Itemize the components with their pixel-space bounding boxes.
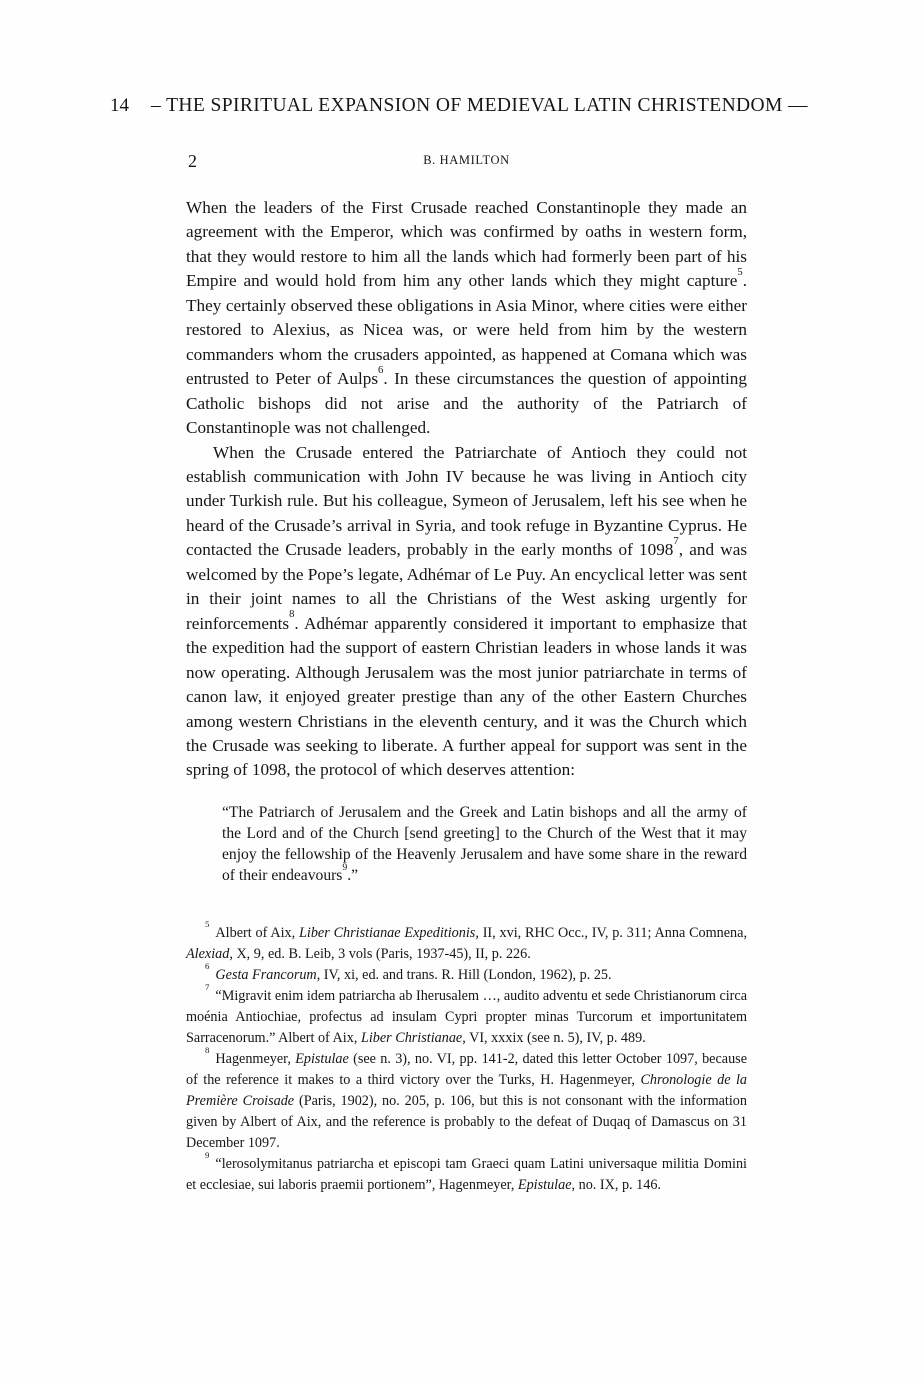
footnote-reference: 9: [342, 861, 348, 873]
footnote-reference: 5: [737, 266, 743, 278]
text-column: [186, 196, 747, 1196]
footnote-reference: 8: [289, 609, 295, 621]
footnote: $^7$“Migravit enim idem patriarcha ab Iherusalem …, audito adventu et sede Christianorum circa moénia Antiochiae, profectus ad insulam Cypri propter minas Turcorum et importunitatem Sarracenorum.” Albert of Aix, Liber Christianae, VI, xxxix (see n. 5), IV, p. 489.: [186, 982, 747, 1046]
footnote: $^9$“lerosolymitanus patriarcha et episcopi tam Graeci quam Latini universaque militia Domini et ecclesiae, sui laboris praemii portionem”, Hagenmeyer, Epistulae, no. IX, p. 146.: [186, 1150, 747, 1193]
footnotes-section: [186, 919, 747, 1196]
italic-title: Gesta Francorum: [215, 966, 317, 983]
footnote-reference: 7: [673, 535, 679, 547]
italic-title: Epistulae: [517, 1176, 572, 1193]
block-quote: “The Patriarch of Jerusalem and the Greek and Latin bishops and all the army of the Lord and of the Church [send greeting] to the Church of the West that it may enjoy the fellowship of the Heavenly Jerusalem and have some share in the reward of their endeavours$^9$.”: [222, 803, 747, 885]
footnote: $^5$Albert of Aix, Liber Christianae Expeditionis, II, xvi, RHC Occ., IV, p. 311; Anna Comnena, Alexiad, X, 9, ed. B. Leib, 3 vols (Paris, 1937-45), II, p. 226.: [186, 919, 747, 962]
footnote-number: 5: [205, 919, 210, 929]
italic-title: Chronologie de la Première Croisade: [186, 1071, 747, 1109]
body-paragraphs: [186, 196, 747, 783]
footnote-number: 6: [205, 961, 210, 971]
body-paragraph: When the Crusade entered the Patriarchate of Antioch they could not establish communication with John IV because he was living in Antioch city under Turkish rule. But his colleague, Symeon of Jerusalem, left his see when he heard of the Crusade’s arrival in Syria, and took refuge in Byzantine Cyprus. He contacted the Crusade leaders, probably in the early months of 1098$^7$, and was welcomed by the Pope’s legate, Adhémar of Le Puy. An encyclical letter was sent in their joint names to all the Christians of the West asking urgently for reinforcements$^8$. Adhémar apparently considered it important to emphasize that the expedition had the support of eastern Christian leaders in whose lands it was now operating. Although Jerusalem was the most junior patriarchate in terms of canon law, it enjoyed greater prestige than any of the other Eastern Churches among western Christians in the eleventh century, and it was the Church which the Crusade was seeking to liberate. A further appeal for support was sent in the spring of 1098, the protocol of which deserves attention:: [186, 442, 748, 780]
italic-title: Liber Christianae Expeditionis: [299, 924, 476, 941]
italic-title: Epistulae: [295, 1050, 349, 1067]
book-title: – THE SPIRITUAL EXPANSION OF MEDIEVAL LATIN CHRISTENDOM —: [151, 95, 808, 116]
book-header: [110, 95, 850, 117]
footnote-number: 8: [205, 1045, 210, 1055]
footnote: $^6$Gesta Francorum, IV, xi, ed. and trans. R. Hill (London, 1962), p. 25.: [205, 961, 612, 983]
footnote-number: 9: [205, 1150, 210, 1160]
italic-title: Alexiad: [186, 945, 230, 962]
body-paragraph: When the leaders of the First Crusade reached Constantinople they made an agreement with the Emperor, which was confirmed by oaths in western form, that they would restore to him all the lands which had formerly been part of his Empire and would hold from him any other lands which they might capture$^5$. They certainly observed these obligations in Asia Minor, where cities were either restored to Alexius, as Nicea was, or were held from him by the western commanders whom the crusaders appointed, as happened at Comana which was entrusted to Peter of Aulps$^6$. In these circumstances the question of appointing Catholic bishops did not arise and the authority of the Patriarch of Constantinople was not challenged.: [186, 198, 747, 438]
footnote-number: 7: [205, 982, 210, 992]
italic-title: Liber Christianae: [360, 1029, 463, 1046]
footnote-reference: 6: [378, 364, 384, 376]
chapter-page-number: 2: [188, 151, 197, 171]
footnote: $^8$Hagenmeyer, Epistulae (see n. 3), no. VI, pp. 141-2, dated this letter October 1097, because of the reference it makes to a third victory over the Turks, H. Hagenmeyer, Chronologie de la Première Croisade (Paris, 1902), no. 205, p. 106, but this is not consonant with the information given by Albert of Aix, and the reference is probably to the defeat of Duqaq of Damascus on 31 December 1097.: [186, 1045, 747, 1151]
running-header: [186, 151, 747, 169]
book-page-number: 14: [110, 95, 129, 116]
running-title-author: B. HAMILTON: [423, 153, 510, 167]
